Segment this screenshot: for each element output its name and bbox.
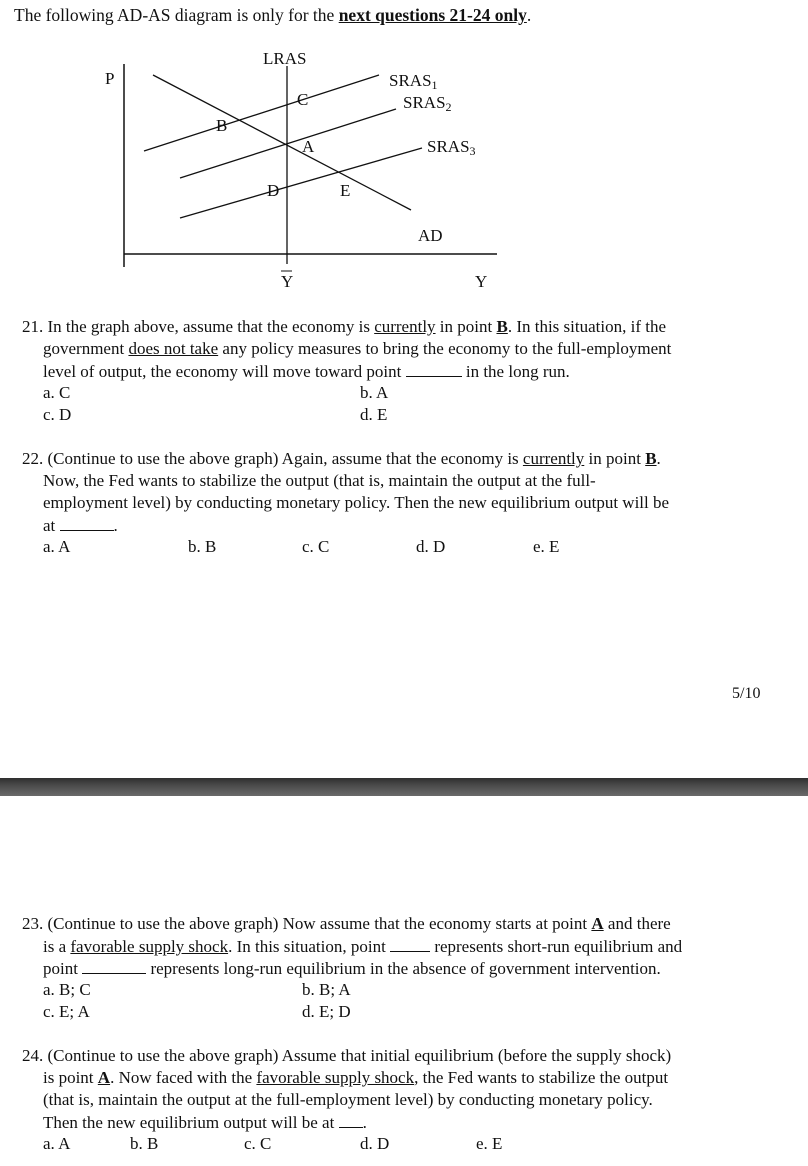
sras2-line [180,109,396,178]
sras1-label: SRAS1 [389,71,438,92]
sras1-line [144,75,379,151]
axis-y-label: Y [475,272,488,291]
q24-option-b[interactable]: b. B [130,1134,159,1153]
ad-line [153,75,411,210]
q22-line-1: 22. (Continue to use the above graph) Again, assume that the economy is currently in point B. [22,449,661,468]
ad-label: AD [418,226,443,245]
lras-label: LRAS [263,49,307,68]
answer-blank-long-run[interactable] [82,957,146,974]
q24-line-4: Then the new equilibrium output will be at . [43,1113,367,1132]
q22-option-c[interactable]: c. C [302,537,330,556]
q23-option-c[interactable]: c. E; A [43,1002,90,1021]
q24-line-1: 24. (Continue to use the above graph) Assume that initial equilibrium (before the supply shock) [22,1046,672,1065]
intro-text: The following AD-AS diagram is only for the [14,5,339,25]
q24-option-c[interactable]: c. C [244,1134,272,1153]
q24-option-d[interactable]: d. D [360,1134,390,1153]
q22-line-4: at . [43,516,118,535]
page-break-divider [0,778,808,796]
sras3-line [180,148,422,218]
answer-blank[interactable] [60,514,114,531]
q21-option-b[interactable]: b. A [360,383,389,402]
q21-option-d[interactable]: d. E [360,405,388,424]
answer-blank[interactable] [339,1111,363,1128]
point-a-label: A [302,137,315,156]
q24-line-2: is point A. Now faced with the favorable supply shock, the Fed wants to stabilize the output [43,1068,669,1087]
q21-line-2: government does not take any policy measures to bring the economy to the full-employment [43,339,672,358]
q22-line-2: Now, the Fed wants to stabilize the output (that is, maintain the output at the full- [43,471,596,490]
q23-line-2: is a favorable supply shock. In this situation, point represents short-run equilibrium and [43,937,683,956]
q23-option-d[interactable]: d. E; D [302,1002,351,1021]
q23-line-1: 23. (Continue to use the above graph) Now assume that the economy starts at point A and there [22,914,671,933]
q21-line-3: level of output, the economy will move toward point in the long run. [43,362,570,381]
axis-p-label: P [105,69,115,88]
ad-as-diagram [0,0,808,300]
answer-blank-short-run[interactable] [390,935,430,952]
point-d-label: D [267,181,280,200]
q24-line-3: (that is, maintain the output at the full-employment level) by conducting monetary policy. [43,1090,653,1109]
q22-option-d[interactable]: d. D [416,537,446,556]
answer-blank[interactable] [406,360,462,377]
q24-option-e[interactable]: e. E [476,1134,503,1153]
q23-option-b[interactable]: b. B; A [302,980,351,999]
q24-option-a[interactable]: a. A [43,1134,71,1153]
q22-option-e[interactable]: e. E [533,537,560,556]
sras3-label: SRAS3 [427,137,476,158]
y-bar-label: Y [281,272,294,291]
q21-option-a[interactable]: a. C [43,383,71,402]
q23-option-a[interactable]: a. B; C [43,980,91,999]
point-e-label: E [340,181,351,200]
page-number: 5/10 [732,685,761,702]
q21-option-c[interactable]: c. D [43,405,72,424]
q22-option-a[interactable]: a. A [43,537,71,556]
q22-line-3: employment level) by conducting monetary policy. Then the new equilibrium output will be [43,493,670,512]
point-b-label: B [216,116,228,135]
intro-emphasis: next questions 21-24 only [338,5,527,25]
q21-line-1: 21. In the graph above, assume that the economy is currently in point B. In this situation, if the [22,317,666,336]
q23-line-3: point represents long-run equilibrium in the absence of government intervention. [43,959,661,978]
q22-option-b[interactable]: b. B [188,537,217,556]
point-c-label: C [297,90,309,109]
intro-period: . [526,5,532,25]
sras2-label: SRAS2 [403,93,452,114]
